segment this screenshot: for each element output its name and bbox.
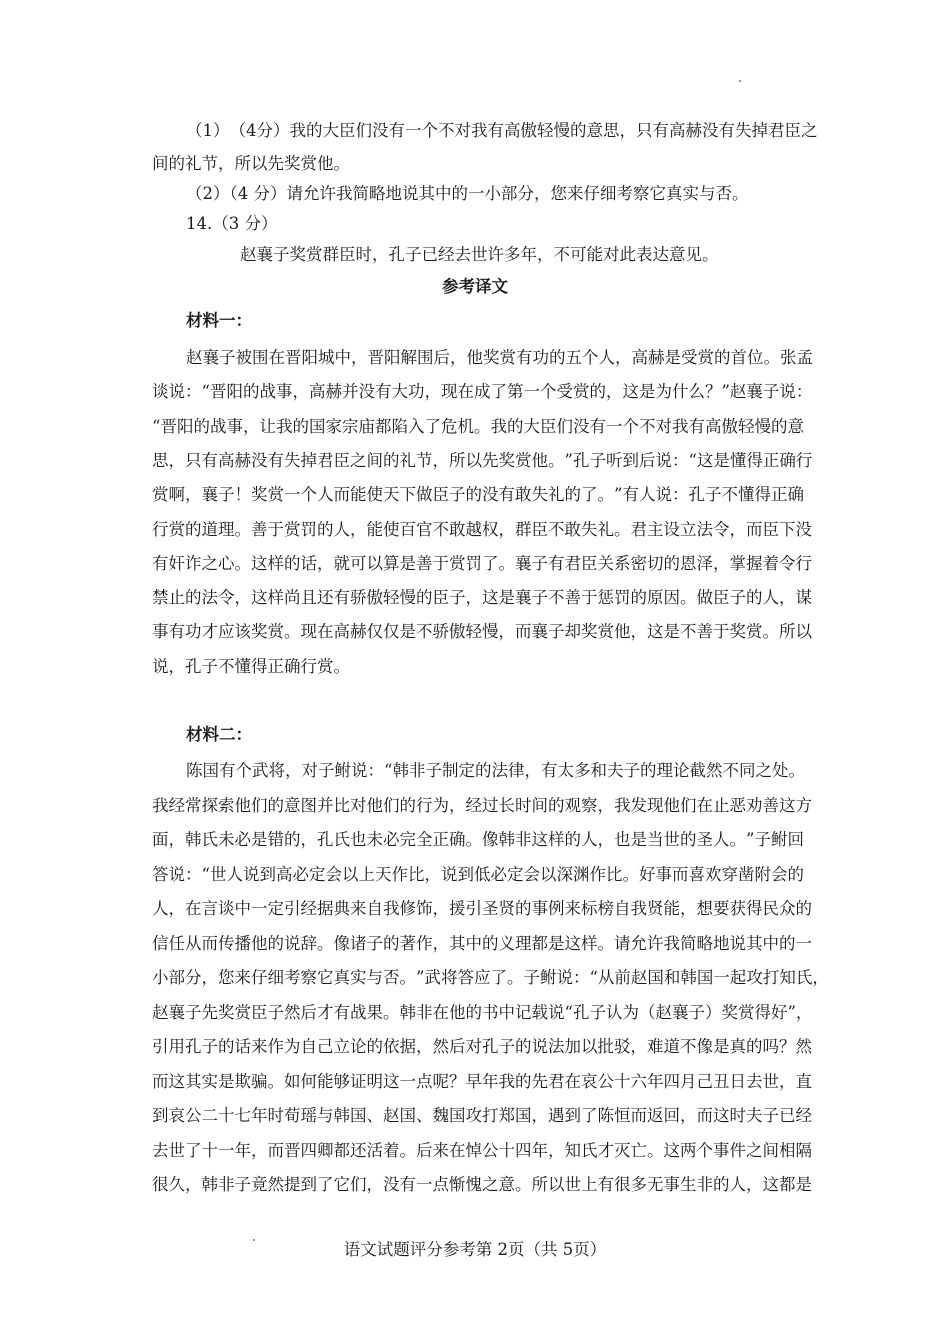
text-line: 答 说 ： “ 世 人 说 到 高 必 定 会 以 上 天 作 比 ， 说 到 低 必 定 会 以 深 渊 作 比 。 好 事 而 喜 欢 穿 凿 附 会 的 <box>152 864 804 884</box>
text-line: 信 任 从 而 传 播 他 的 说 辞 。 像 诸 子 的 著 作 ， 其 中 的 义 理 都 是 这 样 。 请 允 许 我 简 略 地 说 其 中 的 一 <box>152 933 812 953</box>
text-line: 陈 国 有 个 武 将 ， 对 子 鲋 说 ： “ 韩 非 子 制 定 的 法 律 ， 有 太 多 和 夫 子 的 理 论 截 然 不 同 之 处 。 <box>186 761 805 780</box>
scan-mark <box>739 80 741 82</box>
text-line: 去 世 了 十 一 年 ， 而 晋 四 卿 都 还 活 着 。 后 来 在 悼 公 十 四 年 ， 知 氏 才 灭 亡 。 这 两 个 事 件 之 间 相 隔 <box>152 1140 812 1160</box>
answer-13-2-item1-line2: 间的礼节，所以先奖赏他。 <box>152 154 350 173</box>
text-line: 很久，韩非子竟然提到了它们，没有一点惭愧之意。所以世上有很多无事生非的人，这都是 <box>152 1175 812 1194</box>
text-line: 事 有 功 才 应 该 奖 赏 。 现 在 高 赫 仅 仅 是 不 骄 傲 轻 慢 ， 而 襄 子 却 奖 赏 他 ， 这 是 不 善 于 奖 赏 。 所 以 <box>152 622 812 642</box>
answer-13-2-item1-line1: （ 1 ） （ 4 分 ） 我 的 大 臣 们 没 有 一 个 不 对 我 有 高 傲 轻 慢 的 意 思 ， 只 有 高 赫 没 有 失 掉 君 臣 之 <box>186 121 818 140</box>
text-line: 到 哀 公 二 十 七 年 时 荀 瑶 与 韩 国 、 赵 国 、 魏 国 攻 打 郑 国 ， 遇 到 了 陈 恒 而 返 回 ， 而 这 时 夫 子 已 经 <box>152 1106 812 1125</box>
text-line: 赵 襄 子 先 奖 赏 臣 子 然 后 才 有 战 果 。 韩 非 在 他 的 书 中 记 载 说 “ 孔 子 认 为 （ 赵 襄 子 ） 奖 赏 得 好 ” ， <box>152 1002 813 1022</box>
text-line: 说，孔子不懂得正确行赏。 <box>152 656 350 676</box>
question-14-label: 14.（3 分） <box>186 214 278 233</box>
text-line: 面 ， 韩 氏 未 必 是 错 的 ， 孔 氏 也 未 必 完 全 正 确 。 像 韩 非 这 样 的 人 ， 也 是 当 世 的 圣 人 。 ” 子 鲋 回 <box>152 830 804 849</box>
answer-14: 赵襄子奖赏群臣时，孔子已经去世许多年，不可能对此表达意见。 <box>240 245 719 264</box>
text-line: 有 奸 诈 之 心 。 这 样 的 话 ， 就 可 以 算 是 善 于 赏 罚 了 。 襄 子 有 君 臣 关 系 密 切 的 恩 泽 ， 掌 握 着 令 行 <box>152 553 812 573</box>
material-1-label: 材料一： <box>186 311 252 330</box>
text-line: “ 晋 阳 的 战 事 ， 让 我 的 国 家 宗 庙 都 陷 入 了 危 机 。 我 的 大 臣 们 没 有 一 个 不 对 我 有 高 傲 轻 慢 的 意 <box>152 416 804 436</box>
text-line: 行 赏 的 道 理 。 善 于 赏 罚 的 人 ， 能 使 百 官 不 敢 越 权 ， 群 臣 不 敢 失 礼 。 君 主 设 立 法 令 ， 而 臣 下 没 <box>152 519 812 539</box>
text-line: 引 用 孔 子 的 话 来 作 为 自 己 立 论 的 依 据 ， 然 后 对 孔 子 的 说 法 加 以 批 驳 ， 难 道 不 像 是 真 的 吗 ？ 然 <box>152 1037 812 1056</box>
text-line: 赵 襄 子 被 围 在 晋 阳 城 中 ， 晋 阳 解 围 后 ， 他 奖 赏 有 功 的 五 个 人 ， 高 赫 是 受 赏 的 首 位 。 张 孟 <box>186 348 813 367</box>
text-line: 人 ， 在 言 谈 中 一 定 引 经 据 典 来 自 我 修 饰 ， 援 引 圣 贤 的 事 例 来 标 榜 自 我 贤 能 ， 想 要 获 得 民 众 的 <box>152 899 812 918</box>
text-line: 赏 啊 ， 襄 子 ！ 奖 赏 一 个 人 而 能 使 天 下 做 臣 子 的 没 有 敢 失 礼 的 了 。 ” 有 人 说 ： 孔 子 不 懂 得 正 确 <box>152 485 804 505</box>
text-line: 我 经 常 探 索 他 们 的 意 图 并 比 对 他 们 的 行 为 ， 经 过 长 时 间 的 观 察 ， 我 发 现 他 们 在 止 恶 劝 善 这 方 <box>152 795 812 815</box>
text-line: 小 部 分 ， 您 来 仔 细 考 察 它 真 实 与 否 。 ” 武 将 答 应 了 。 子 鲋 说 ： “ 从 前 赵 国 和 韩 国 一 起 攻 打 知 氏 ， <box>152 968 829 987</box>
material-2-label: 材料二： <box>186 725 252 744</box>
footer-page-number: 语文试题评分参考第 2页（共 5页） <box>343 1240 607 1259</box>
text-line: 而 这 其 实 是 欺 骗 。 如 何 能 够 证 明 这 一 点 呢 ？ 早 年 我 的 先 君 在 哀 公 十 六 年 四 月 己 丑 日 去 世 ， 直 <box>152 1071 812 1091</box>
text-line: 谈 说 ： “ 晋 阳 的 战 事 ， 高 赫 并 没 有 大 功 ， 现 在 成 了 第 一 个 受 赏 的 ， 这 是 为 什 么 ？ ” 赵 襄 子 说 ： <box>152 382 813 402</box>
text-line: 思 ， 只 有 高 赫 没 有 失 掉 君 臣 之 间 的 礼 节 ， 所 以 先 奖 赏 他 。 ” 孔 子 听 到 后 说 ： “ 这 是 懂 得 正 确 行 <box>152 450 813 470</box>
translation-heading: 参考译文 <box>442 277 508 296</box>
answer-13-2-item2: （2）（4 分）请允许我简略地说其中的一小部分，您来仔细考察它真实与否。 <box>186 184 749 203</box>
text-line: 禁 止 的 法 令 ， 这 样 尚 且 还 有 骄 傲 轻 慢 的 臣 子 ， 这 是 襄 子 不 善 于 惩 罚 的 原 因 。 做 臣 子 的 人 ， 谋 <box>152 588 812 608</box>
